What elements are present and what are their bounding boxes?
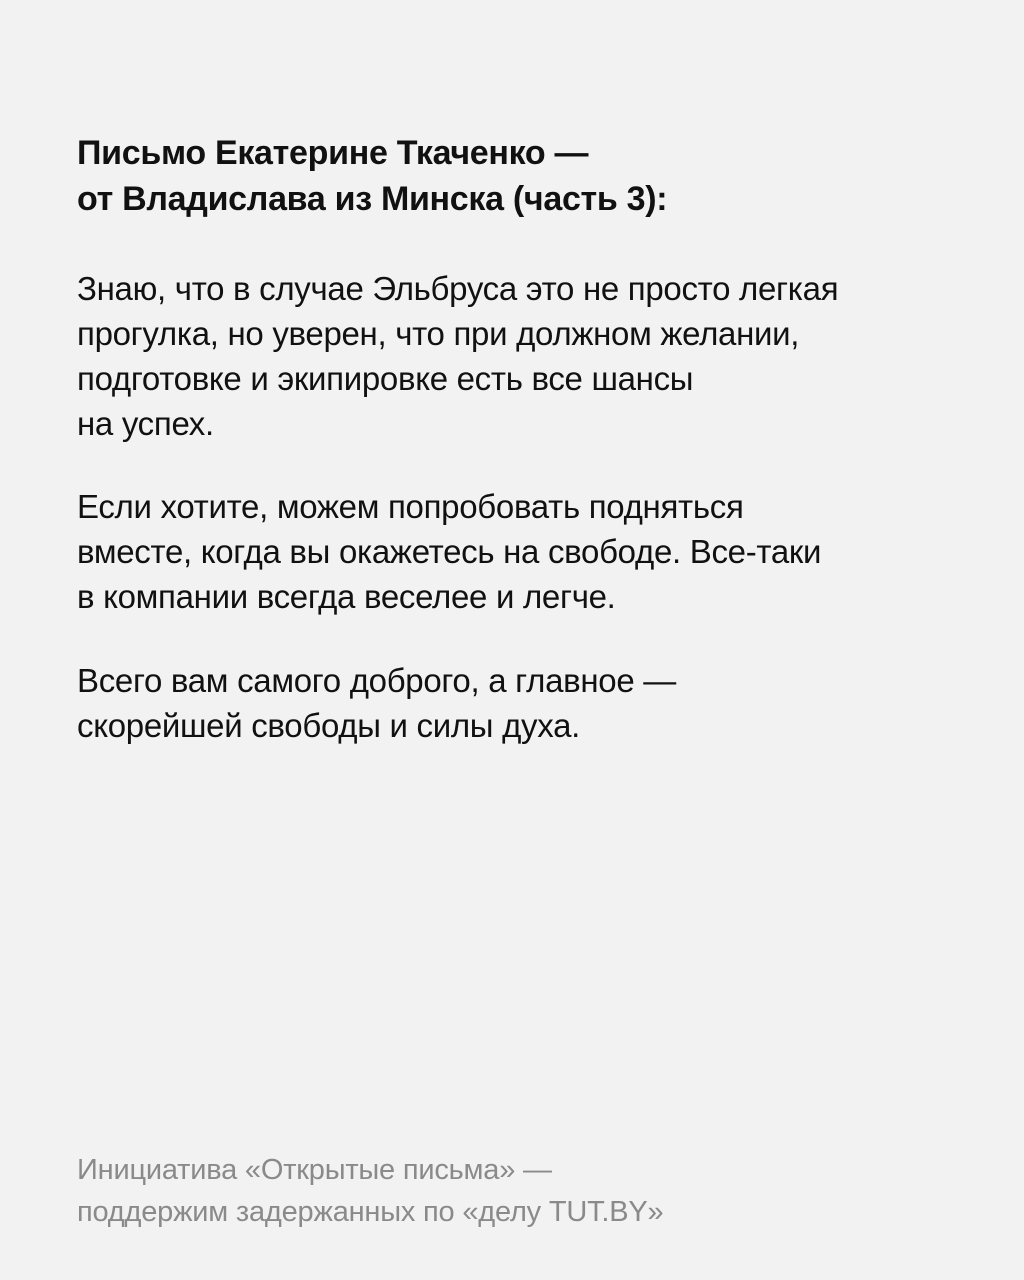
letter-line: прогулка, но уверен, что при должном желании, <box>77 315 800 352</box>
letter-line: в компании всегда веселее и легче. <box>77 578 616 615</box>
letter-line: Если хотите, можем попробовать подняться <box>77 488 744 525</box>
footer-line-1: Инициатива «Открытые письма» — <box>77 1154 552 1186</box>
letter-line: Всего вам самого доброго, а главное — <box>77 662 676 699</box>
letter-line: Знаю, что в случае Эльбруса это не просто легкая <box>77 270 839 307</box>
letter-paragraph-3 <box>77 658 676 748</box>
letter-title-line-1: Письмо Екатерине Ткаченко — <box>77 134 589 172</box>
letter-line: подготовке и экипировке есть все шансы <box>77 360 694 397</box>
initiative-footer <box>77 1149 663 1233</box>
footer-line-2: поддержим задержанных по «делу TUT.BY» <box>77 1196 664 1228</box>
letter-paragraph-2 <box>77 484 821 619</box>
letter-title <box>77 130 957 222</box>
letter-title-line-2: от Владислава из Минска (часть 3): <box>77 180 668 218</box>
letter-line: вместе, когда вы окажетесь на свободе. Все-таки <box>77 533 822 570</box>
letter-line: скорейшей свободы и силы духа. <box>77 707 580 744</box>
letter-paragraph-1 <box>77 266 838 446</box>
letter-line: на успех. <box>77 405 214 442</box>
